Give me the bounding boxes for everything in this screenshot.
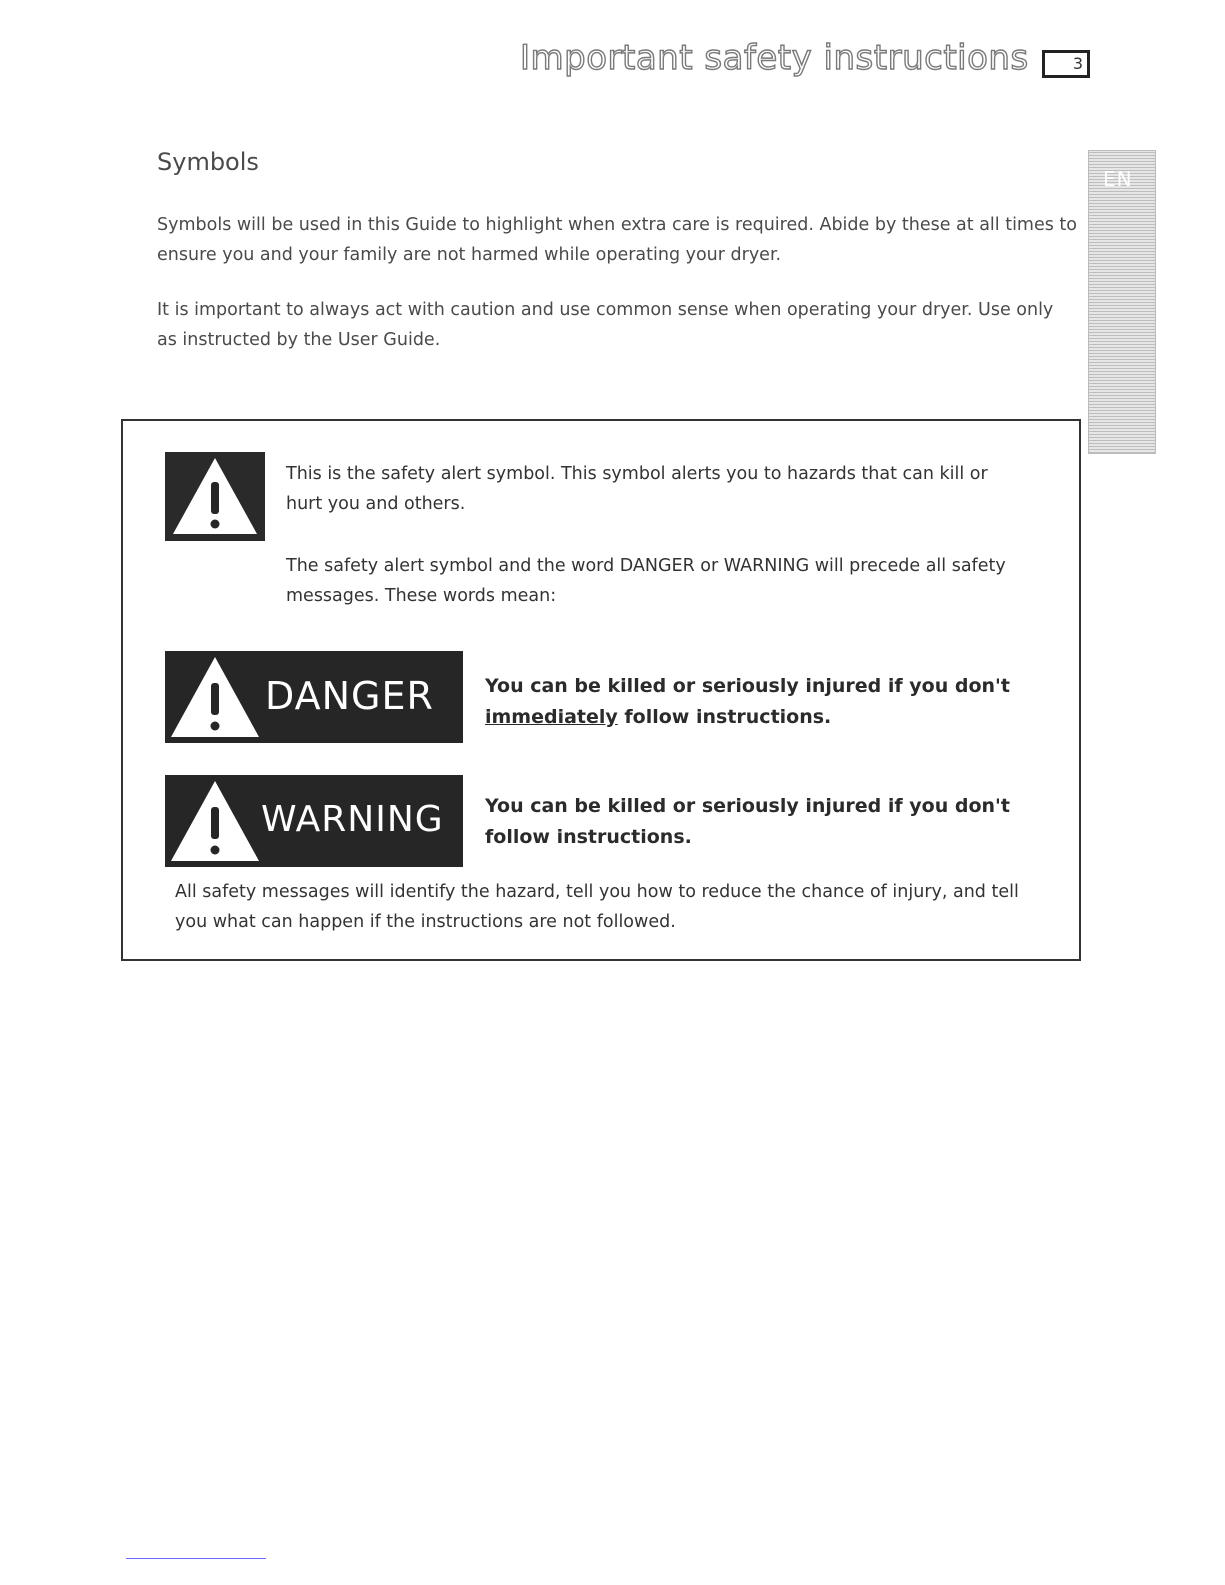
page-header bbox=[500, 38, 1120, 98]
language-tab bbox=[1088, 150, 1156, 454]
danger-banner bbox=[165, 651, 463, 743]
safety-symbols-box bbox=[121, 419, 1081, 961]
safety-alert-description: This is the safety alert symbol. This symbol alerts you to hazards that can kill or hurt you and others. bbox=[286, 464, 988, 514]
footer-rule bbox=[126, 1558, 266, 1559]
intro-paragraph: Symbols will be used in this Guide to highlight when extra care is required. Abide by these at all times to ensure you and your family are not harmed while operating your dryer. bbox=[157, 215, 1077, 265]
safety-messages-note: All safety messages will identify the hazard, tell you how to reduce the chance of injury, and tell you what can happen if the instructions are not followed. bbox=[175, 882, 1019, 932]
danger-signal-word: DANGER bbox=[265, 674, 434, 718]
warning-description: You can be killed or seriously injured if you don't follow instructions. bbox=[485, 795, 1010, 848]
page-number: 3 bbox=[1042, 50, 1090, 78]
warning-triangle-icon bbox=[165, 775, 265, 867]
danger-description-text: follow instructions. bbox=[617, 706, 832, 728]
language-tab-label: EN bbox=[1103, 167, 1133, 191]
section-heading: Symbols bbox=[157, 148, 259, 176]
danger-description-emphasis: immediately bbox=[485, 706, 618, 728]
warning-signal-word: WARNING bbox=[261, 799, 444, 840]
warning-triangle-icon bbox=[165, 651, 265, 743]
danger-description-text: You can be killed or seriously injured if you don't bbox=[485, 675, 1010, 697]
warning-banner bbox=[165, 775, 463, 867]
signal-words-intro: The safety alert symbol and the word DANGER or WARNING will precede all safety messages. These words mean: bbox=[286, 556, 1006, 606]
intro-paragraph: It is important to always act with caution and use common sense when operating your dryer. Use only as instructed by the User Guide. bbox=[157, 300, 1054, 350]
danger-description bbox=[485, 671, 1045, 733]
warning-triangle-icon bbox=[165, 452, 265, 541]
page-title: Important safety instructions bbox=[520, 38, 1029, 78]
